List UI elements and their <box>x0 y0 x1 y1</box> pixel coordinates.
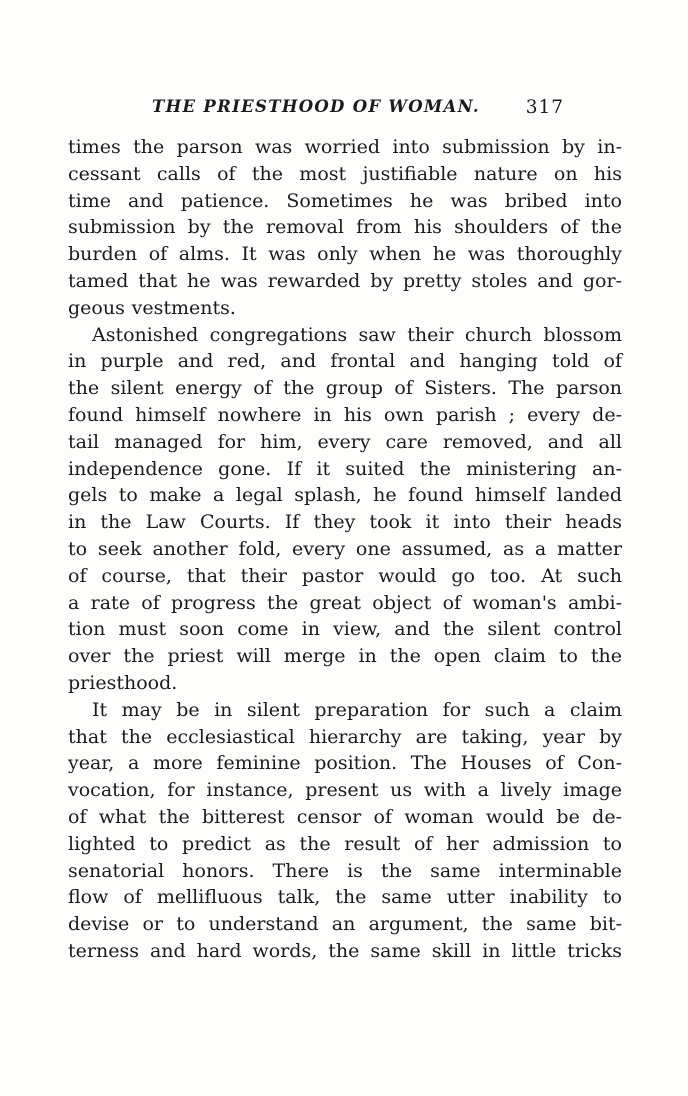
text-line: burden of alms. It was only when he was thoroughly <box>68 243 622 266</box>
text-line: independence gone. If it suited the ministering an- <box>68 457 622 480</box>
text-line: devise or to understand an argument, the same bit- <box>68 913 622 936</box>
text-line: flow of mellifluous talk, the same utter inability to <box>68 886 622 909</box>
text-line: vocation, for instance, present us with a lively image <box>68 779 622 802</box>
text-line: times the parson was worried into submission by in- <box>68 136 622 158</box>
text-line: geous vestments. <box>68 296 236 319</box>
text-line: cessant calls of the most justifiable nature on his <box>68 162 622 185</box>
text-line: submission by the removal from his shoulders of the <box>68 216 622 239</box>
page-number: 317 <box>525 97 564 118</box>
page-body <box>68 134 622 965</box>
text-line: gels to make a legal splash, he found himself landed <box>68 484 622 507</box>
text-line: tion must soon come in view, and the silent control <box>68 618 622 641</box>
text-line: terness and hard words, the same skill in little tricks <box>68 939 622 962</box>
text-line: time and patience. Sometimes he was bribed into <box>68 189 622 212</box>
text-line: a rate of progress the great object of woman's ambi- <box>68 591 622 614</box>
text-line: to seek another fold, every one assumed, as a matter <box>68 537 622 560</box>
text-line: the silent energy of the group of Sisters. The parson <box>68 377 622 400</box>
text-line: in the Law Courts. If they took it into their heads <box>68 511 622 534</box>
running-title: THE PRIESTHOOD OF WOMAN. <box>152 97 480 116</box>
text-line: senatorial honors. There is the same interminable <box>68 859 622 882</box>
text-line: over the priest will merge in the open claim to the <box>68 645 622 668</box>
text-line: found himself nowhere in his own parish ; every de- <box>68 403 622 426</box>
text-line: Astonished congregations saw their church blossom <box>92 323 622 346</box>
text-line: year, a more feminine position. The Houses of Con- <box>68 752 622 775</box>
text-line: lighted to predict as the result of her admission to <box>68 832 622 855</box>
text-line: tamed that he was rewarded by pretty stoles and gor- <box>68 269 622 292</box>
paragraph <box>68 322 622 697</box>
text-line: of what the bitterest censor of woman would be de- <box>68 805 622 828</box>
page-header <box>68 97 564 121</box>
text-line: in purple and red, and frontal and hanging told of <box>68 350 622 373</box>
paragraph <box>68 697 622 965</box>
text-line: tail managed for him, every care removed, and all <box>68 430 622 453</box>
text-line: It may be in silent preparation for such a claim <box>92 698 622 721</box>
text-line: priesthood. <box>68 671 178 694</box>
paragraph <box>68 134 622 322</box>
text-line: of course, that their pastor would go too. At such <box>68 564 622 587</box>
text-line: that the ecclesiastical hierarchy are taking, year by <box>68 725 622 748</box>
